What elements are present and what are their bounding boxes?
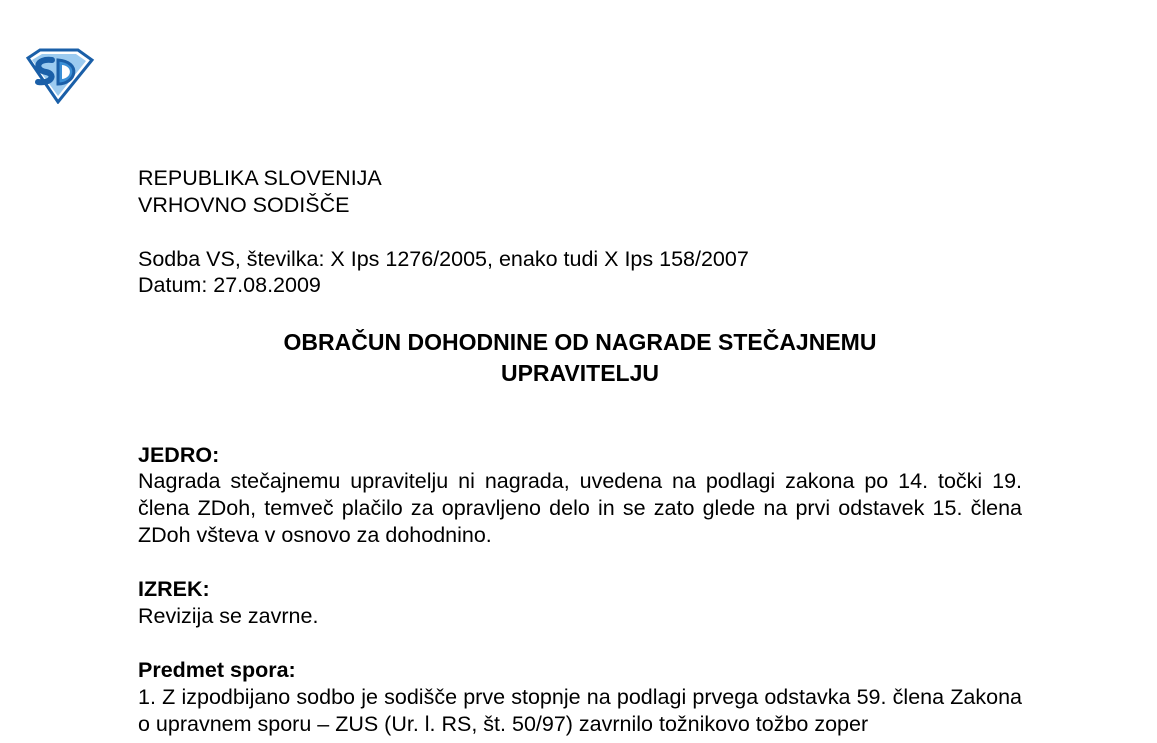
section-text-jedro: Nagrada stečajnemu upravitelju ni nagrada, uvedena na podlagi zakona po 14. točki 19. člena ZDoh, temveč plačilo za opravljeno delo in se zato glede na prvi odstavek 15. člena ZDoh všteva v osnovo za dohodnino. bbox=[138, 469, 1022, 547]
section-text-predmet: 1. Z izpodbijano sodbo je sodišče prve stopnje na podlagi prvega odstavka 59. člena Zakona o upravnem sporu – ZUS (Ur. l. RS, št. 50/97) zavrnilo tožnikovo tožbo zoper bbox=[138, 685, 1022, 736]
decision-date: Datum: 27.08.2009 bbox=[138, 273, 321, 297]
header-country: REPUBLIKA SLOVENIJA bbox=[138, 166, 382, 190]
header-court: VRHOVNO SODIŠČE bbox=[138, 193, 350, 217]
court-logo-icon bbox=[22, 48, 96, 104]
section-text-izrek: Revizija se zavrne. bbox=[138, 604, 319, 628]
document-title-line1: OBRAČUN DOHODNINE OD NAGRADE STEČAJNEMU bbox=[283, 329, 877, 355]
section-title-jedro: JEDRO: bbox=[138, 443, 220, 467]
case-number: Sodba VS, številka: X Ips 1276/2005, enako tudi X Ips 158/2007 bbox=[138, 247, 749, 271]
section-title-izrek: IZREK: bbox=[138, 577, 210, 601]
document-title-line2: UPRAVITELJU bbox=[500, 360, 660, 386]
section-title-predmet: Predmet spora: bbox=[138, 658, 296, 682]
